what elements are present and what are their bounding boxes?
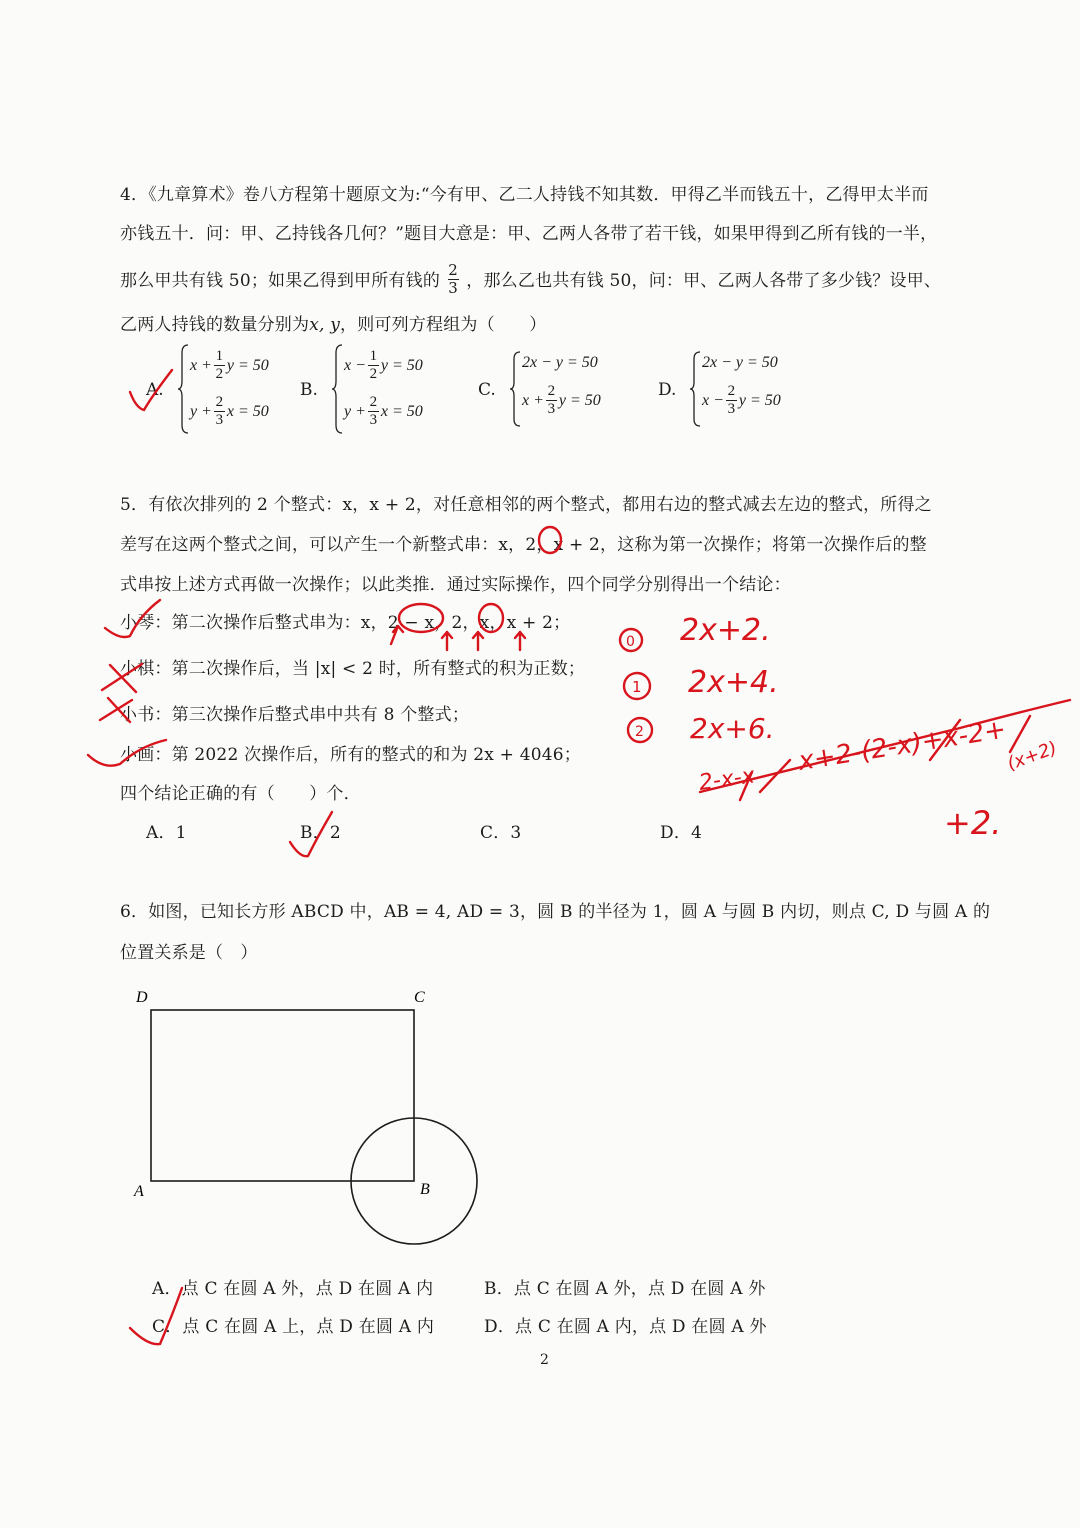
- q4-option-c-label[interactable]: C.: [478, 380, 496, 400]
- brace-icon: [332, 343, 344, 435]
- handwritten-expansion: x+2-(2-x)+x-2+: [796, 714, 1009, 777]
- rectangle-abcd: [151, 1010, 414, 1181]
- q4-line-2: 亦钱五十．问：甲、乙持钱各几何？”题目大意是：甲、乙两人各带了若干钱，如果甲得到乙所有钱的一半，: [120, 224, 938, 244]
- vertex-d-label: D: [136, 989, 148, 1006]
- q5-line-3: 式串按上述方式再做一次操作；以此类推．通过实际操作，四个同学分别得出一个结论：: [120, 575, 791, 595]
- q4-line-1: 4．《九章算术》卷八方程第十题原文为:“今有甲、乙二人持钱不知其数．甲得乙半而钱五十，乙得甲太半而: [120, 185, 929, 205]
- handwritten-plus-2: +2.: [944, 804, 1002, 842]
- q6-option-c[interactable]: C．点 C 在圆 A 上，点 D 在圆 A 内: [152, 1317, 435, 1337]
- q6-option-b[interactable]: B．点 C 在圆 A 外，点 D 在圆 A 外: [484, 1279, 766, 1299]
- q4-line-4-end: ，则可列方程组为（ ）: [340, 315, 547, 335]
- handwritten-2x-plus-2: 2x+2.: [680, 613, 771, 648]
- q4-c-eq1: 2x − y = 50: [522, 354, 598, 371]
- q6-option-a[interactable]: A．点 C 在圆 A 外，点 D 在圆 A 内: [152, 1279, 434, 1299]
- q4-d-eq2: x − $\frac{2}{3}$ y = 50: [702, 383, 781, 417]
- q4-option-a-label[interactable]: A.: [146, 380, 164, 400]
- q6-option-d[interactable]: D．点 C 在圆 A 内，点 D 在圆 A 外: [484, 1317, 767, 1337]
- arrow-up-icon: [442, 632, 452, 650]
- q5-statement-xiaoqin: 小琴：第二次操作后整式串为：x，2 − x，2，x，x + 2；: [120, 613, 571, 633]
- q5-line-2: 差写在这两个整式之间，可以产生一个新整式串：x，2，x + 2，这称为第一次操作；将第一次操作后的整: [120, 535, 927, 555]
- q4-b-eq2: y + $\frac{2}{3}$ x = 50: [344, 394, 423, 428]
- q5-question: 四个结论正确的有（ ）个．: [120, 784, 361, 804]
- q4-d-eq1: 2x − y = 50: [702, 354, 778, 371]
- q5-statement-xiaoqi: 小棋：第二次操作后，当 |x| < 2 时，所有整式的积为正数；: [120, 659, 586, 679]
- q6-line-1: 6．如图，已知长方形 ABCD 中，AB = 4, AD = 3，圆 B 的半径为 1，圆 A 与圆 B 内切，则点 C, D 与圆 A 的: [120, 902, 991, 922]
- q4-option-a-system[interactable]: [178, 343, 298, 435]
- strike-line: [700, 700, 1070, 792]
- q5-option-a[interactable]: A．1: [146, 823, 187, 843]
- q5-statement-xiaohua: 小画：第 2022 次操作后，所有的整式的和为 2x + 4046；: [120, 745, 581, 765]
- arrow-up-icon: [515, 632, 525, 650]
- q4-option-b-label[interactable]: B.: [300, 380, 318, 400]
- handwritten-0: 0: [626, 634, 635, 650]
- handwritten-1: 1: [632, 678, 642, 696]
- arrow-up-icon: [473, 632, 483, 650]
- brace-icon: [178, 343, 190, 435]
- q6-geometry-figure: [120, 980, 520, 1260]
- vertex-c-label: C: [414, 989, 425, 1006]
- strike-line: [740, 760, 790, 800]
- q4-fraction: [448, 263, 459, 296]
- q5-line-1: 5．有依次排列的 2 个整式：x，x + 2，对任意相邻的两个整式，都用右边的整式减去左边的整式，所得之: [120, 495, 932, 515]
- q4-line-4-start: 乙两人持钱的数量分别为: [120, 315, 310, 335]
- handwritten-2-x-x: 2-x-x: [697, 763, 757, 796]
- q6-line-2: 位置关系是（ ）: [120, 943, 258, 963]
- q5-option-b[interactable]: B．2: [300, 823, 341, 843]
- q4-line-3-start: 那么甲共有钱 50；如果乙得到甲所有钱的: [120, 271, 441, 291]
- q4-a-eq2: y + $\frac{2}{3}$ x = 50: [190, 394, 269, 428]
- q4-line-3-end: ，那么乙也共有钱 50，问：甲、乙两人各带了多少钱？设甲、: [466, 271, 942, 291]
- q4-variables: x, y: [309, 315, 341, 335]
- handwritten-2x-plus-4: 2x+4.: [688, 665, 779, 700]
- handwritten-2x-plus-6: 2x+6.: [690, 712, 775, 745]
- circled-number-1: [624, 673, 650, 699]
- fraction-denominator: 3: [448, 279, 459, 297]
- vertex-b-label: B: [420, 1181, 430, 1198]
- q4-a-eq1: x + $\frac{1}{2}$ y = 50: [190, 348, 269, 382]
- q4-line-3: [120, 261, 942, 298]
- brace-icon: [510, 350, 522, 428]
- fraction-numerator: 2: [448, 261, 459, 279]
- vertex-a-label: A: [134, 1183, 144, 1200]
- q4-b-eq1: x − $\frac{1}{2}$ y = 50: [344, 348, 423, 382]
- q5-option-c[interactable]: C．3: [480, 823, 522, 843]
- q4-line-4: [120, 310, 546, 335]
- circled-number-2: [628, 718, 652, 742]
- handwritten-2: 2: [635, 724, 644, 740]
- q4-option-d-label[interactable]: D.: [658, 380, 677, 400]
- q4-option-c-system[interactable]: [510, 350, 630, 428]
- q5-option-d[interactable]: D．4: [660, 823, 703, 843]
- circled-number-0: [620, 629, 642, 651]
- q4-option-d-system[interactable]: [690, 350, 810, 428]
- q4-option-b-system[interactable]: [332, 343, 452, 435]
- strike-line: [930, 716, 1030, 760]
- handwritten-x-plus-2: (x+2): [1004, 737, 1060, 775]
- page-number: 2: [540, 1352, 549, 1368]
- brace-icon: [690, 350, 702, 428]
- q4-c-eq2: x + $\frac{2}{3}$ y = 50: [522, 383, 601, 417]
- q5-statement-xiaoshu: 小书：第三次操作后整式串中共有 8 个整式；: [120, 705, 470, 725]
